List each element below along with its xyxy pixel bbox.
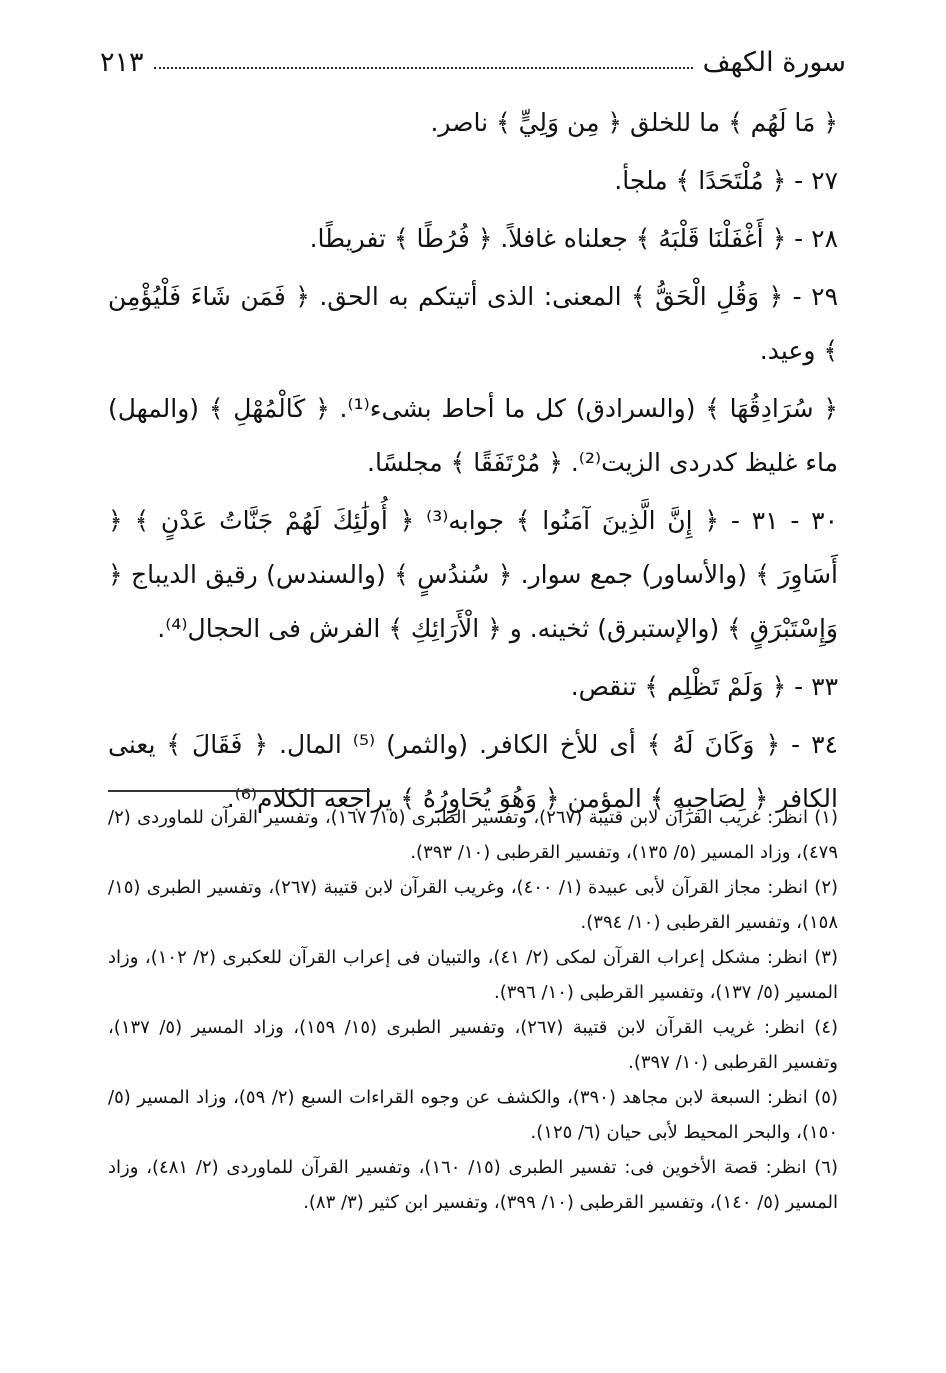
page-number: ٢١٣ (100, 46, 144, 78)
footnotes (108, 800, 838, 1220)
paragraph-verse-34: ٣٤ - ﴿ وَكَانَ لَهُ ﴾ أى للأخ الكافر. (والثمر) ⁽⁵⁾ المال. ﴿ فَقَالَ ﴾ يعنى الكافر ﴿ لِصَاحِبِهِ ﴾ المؤمن ﴿ وَهُوَ يُحَاوِرُهُ ﴾ يراجعه الكلام⁽⁶⁾. (108, 730, 838, 813)
paragraph-verse-29: ٢٩ - ﴿ وَقُلِ الْحَقُّ ﴾ المعنى: الذى أتيتكم به الحق. ﴿ فَمَن شَاءَ فَلْيُؤْمِن ﴾ وعيد. (108, 282, 838, 365)
paragraph-intro: ﴿ مَا لَهُم ﴾ ما للخلق ﴿ مِن وَلِيٍّ ﴾ ناصر. (430, 108, 838, 137)
paragraph-verse-33: ٣٣ - ﴿ وَلَمْ تَظْلِم ﴾ تنقص. (570, 672, 838, 701)
main-text (108, 96, 838, 826)
footnote-1: (١) انظر: غريب القرآن لابن قتيبة (٢٦٧)، وتفسير الطبرى (١٥/ ١٦٧)، وتفسير القرآن للماوردى (٢/ ٤٧٩)، وزاد المسير (٥/ ١٣٥)، وتفسير القرطبى (١٠/ ٣٩٣). (108, 807, 838, 863)
footnote-separator (108, 790, 370, 792)
dotted-leader (154, 67, 693, 69)
footnote-6: (٦) انظر: قصة الأخوين فى: تفسير الطبرى (١٥/ ١٦٠)، وتفسير القرآن للماوردى (٢/ ٤٨١)، وزاد المسير (٥/ ١٤٠)، وتفسير القرطبى (١٠/ ٣٩٩)، وتفسير ابن كثير (٣/ ٨٣). (108, 1157, 838, 1213)
footnote-4: (٤) انظر: غريب القرآن لابن قتيبة (٢٦٧)، وتفسير الطبرى (١٥/ ١٥٩)، وزاد المسير (٥/ ١٣٧)، وتفسير القرطبى (١٠/ ٣٩٧). (108, 1017, 839, 1073)
running-header (100, 40, 846, 84)
footnote-3: (٣) انظر: مشكل إعراب القرآن لمكى (٢/ ٤١)، والتبيان فى إعراب القرآن للعكبرى (٢/ ١٠٢)، وزاد المسير (٥/ ١٣٧)، وتفسير القرطبى (١٠/ ٣٩٦). (108, 947, 838, 1003)
paragraph-verse-28: ٢٨ - ﴿ أَغْفَلْنَا قَلْبَهُ ﴾ جعلناه غافلاً. ﴿ فُرُطًا ﴾ تفريطًا. (309, 224, 838, 253)
paragraph-verse-27: ٢٧ - ﴿ مُلْتَحَدًا ﴾ ملجأ. (614, 166, 838, 195)
surah-title: سورة الكهف (702, 46, 846, 78)
footnote-2: (٢) انظر: مجاز القرآن لأبى عبيدة (١/ ٤٠٠)، وغريب القرآن لابن قتيبة (٢٦٧)، وتفسير الطبرى (١٥/ ١٥٨)، وتفسير القرطبى (١٠/ ٣٩٤). (108, 877, 839, 933)
footnote-5: (٥) انظر: السبعة لابن مجاهد (٣٩٠)، والكشف عن وجوه القراءات السبع (٢/ ٥٩)، وزاد المسير (٥/ ١٥٠)، والبحر المحيط لأبى حيان (٦/ ١٢٥). (108, 1087, 838, 1143)
paragraph-verse-30-31: ٣٠ - ٣١ - ﴿ إِنَّ الَّذِينَ آمَنُوا ﴾ جوابه⁽³⁾ ﴿ أُولَٰئِكَ لَهُمْ جَنَّاتُ عَدْنٍ ﴾ ﴿ أَسَاوِرَ ﴾ (والأساور) جمع سوار. ﴿ سُندُسٍ ﴾ (والسندس) رقيق الديباج ﴿ وَإِسْتَبْرَقٍ ﴾ (والإستبرق) ثخينه. و ﴿ الْأَرَائِكِ ﴾ الفرش فى الحجال⁽⁴⁾. (108, 506, 838, 643)
paragraph-verse-29-cont: ﴿ سُرَادِقُهَا ﴾ (والسرادق) كل ما أحاط بشىء⁽¹⁾. ﴿ كَالْمُهْلِ ﴾ (والمهل) ماء غليظ كدردى الزيت⁽²⁾. ﴿ مُرْتَفَقًا ﴾ مجلسًا. (108, 394, 838, 477)
